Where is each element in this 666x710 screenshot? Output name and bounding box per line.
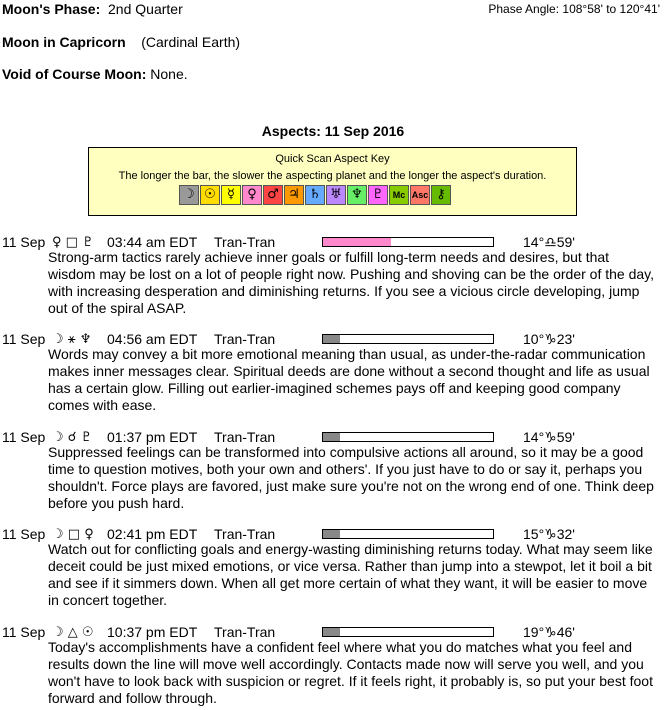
jupiter-icon: ♃ bbox=[284, 185, 304, 205]
entry-type: Tran-Tran bbox=[214, 234, 276, 250]
moon-phase-value: 2nd Quarter bbox=[108, 1, 183, 17]
duration-bar-fill bbox=[323, 433, 340, 441]
duration-bar-fill bbox=[323, 335, 340, 343]
mars-icon: ♂ bbox=[263, 185, 283, 205]
aspect-glyphs: ♀ □ ♇ bbox=[52, 235, 94, 250]
moon-icon: ☽ bbox=[179, 185, 199, 205]
entry-time: 10:37 pm EDT bbox=[107, 624, 198, 640]
entry-type: Tran-Tran bbox=[214, 331, 276, 347]
aspects-title: Aspects: 11 Sep 2016 bbox=[261, 123, 405, 139]
neptune-icon: ♆ bbox=[347, 185, 367, 205]
entry-time: 03:44 am EDT bbox=[107, 234, 198, 250]
entry-description: Strong-arm tactics rarely achieve inner goals or fulfill long-term needs and desires, but that wisdom may be lost on a lot of people right now. Pushing and shoving can be the order of the day, with increasing desperation and diminishing returns. If you see a vicious circle developing, jump out of the spiral ASAP. bbox=[48, 249, 655, 316]
pluto-icon: ♇ bbox=[368, 185, 388, 205]
moon-sign-label: Moon in Capricorn bbox=[2, 34, 126, 50]
venus-icon: ♀ bbox=[242, 185, 262, 205]
moon-phase-label: Moon's Phase: bbox=[2, 1, 101, 17]
entry-type: Tran-Tran bbox=[214, 624, 276, 640]
aspect-key-box bbox=[88, 147, 577, 216]
entry-position: 19°♑46' bbox=[523, 624, 575, 640]
duration-bar-fill bbox=[323, 238, 391, 246]
aspect-glyphs: ☽ △ ☉ bbox=[52, 625, 94, 640]
ascendant-icon: Asc bbox=[410, 185, 430, 205]
aspect-glyphs: ☽ ☌ ♇ bbox=[52, 430, 93, 445]
entry-time: 04:56 am EDT bbox=[107, 331, 198, 347]
moon-phase-line bbox=[2, 1, 183, 17]
entry-position: 10°♑23' bbox=[523, 331, 575, 347]
entry-position: 14°♎59' bbox=[523, 234, 575, 250]
entry-date: 11 Sep bbox=[2, 624, 46, 640]
entry-description: Watch out for conflicting goals and energy-wasting diminishing returns today. What may seem like deceit could be just mixed emotions, or vice versa. Rather than jump into a stewpot, let it boil a bit and see if it simmers down. When all get more certain of what they want, it will be easier to move in concert together. bbox=[48, 541, 653, 608]
chiron-icon: ⚷ bbox=[431, 185, 451, 205]
midheaven-icon: Mc bbox=[389, 185, 409, 205]
aspect-glyphs: ☽ ⚹ ♆ bbox=[52, 332, 92, 347]
entry-description: Today's accomplishments have a confident feel where what you do matches what you feel and results down the line will move well accordingly. Contacts made now will serve you well, and you won't have to look back with suspicion or regret. If it feels right, it probably is, so put your best foot forward and follow through. bbox=[48, 639, 653, 706]
duration-bar bbox=[322, 627, 494, 637]
entry-type: Tran-Tran bbox=[214, 429, 276, 445]
aspect-key-title: Quick Scan Aspect Key bbox=[275, 153, 390, 165]
entry-date: 11 Sep bbox=[2, 234, 46, 250]
aspect-glyphs: ☽ □ ♀ bbox=[52, 527, 94, 542]
duration-bar bbox=[322, 237, 494, 247]
entry-date: 11 Sep bbox=[2, 429, 46, 445]
uranus-icon: ♅ bbox=[326, 185, 346, 205]
voc-value: None. bbox=[150, 66, 188, 82]
entry-position: 14°♑59' bbox=[523, 429, 575, 445]
duration-bar bbox=[322, 529, 494, 539]
mercury-icon: ☿ bbox=[221, 185, 241, 205]
voc-label: Void of Course Moon: bbox=[2, 66, 147, 82]
sun-icon: ☉ bbox=[200, 185, 220, 205]
moon-sign-detail: (Cardinal Earth) bbox=[141, 34, 241, 50]
duration-bar-fill bbox=[323, 628, 340, 636]
aspect-key-description: The longer the bar, the slower the aspecting planet and the longer the aspect's duration. bbox=[118, 170, 547, 182]
entry-time: 02:41 pm EDT bbox=[107, 526, 198, 542]
duration-bar bbox=[322, 334, 494, 344]
moon-sign-line bbox=[2, 34, 240, 50]
aspect-key-legend bbox=[179, 185, 452, 205]
duration-bar-fill bbox=[323, 530, 340, 538]
entry-type: Tran-Tran bbox=[214, 526, 276, 542]
entry-description: Words may convey a bit more emotional meaning than usual, as under-the-radar communication makes inner messages clear. Spiritual deeds are done without a second thought and life as usual has a certain glow. Filling out earlier-imagined schemes pays off and keeping good company comes with ease. bbox=[48, 346, 650, 413]
phase-angle: Phase Angle: 108°58' to 120°41' bbox=[488, 2, 660, 16]
entry-time: 01:37 pm EDT bbox=[107, 429, 198, 445]
entry-position: 15°♑32' bbox=[523, 526, 575, 542]
saturn-icon: ♄ bbox=[305, 185, 325, 205]
duration-bar bbox=[322, 432, 494, 442]
entry-date: 11 Sep bbox=[2, 331, 46, 347]
void-of-course-line bbox=[2, 66, 188, 82]
entry-description: Suppressed feelings can be transformed into compulsive actions all around, so it may be a good time to question motives, both your own and others'. If you just have to do or say it, perhaps you shouldn't. Force plays are favored, just make sure you're not on the wrong end of one. Think deep before you push hard. bbox=[48, 444, 654, 511]
entry-date: 11 Sep bbox=[2, 526, 46, 542]
